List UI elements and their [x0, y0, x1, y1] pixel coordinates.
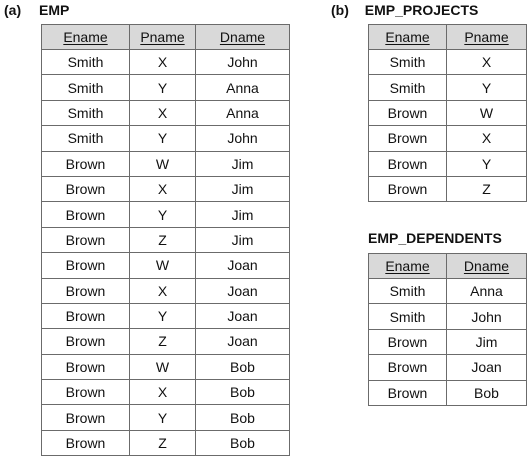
emp-dependents-cell-dname: John [447, 304, 527, 329]
emp-cell-pname: Y [130, 405, 196, 430]
emp-cell-pname: Y [130, 303, 196, 328]
emp-cell-pname: X [130, 50, 196, 75]
emp-dependents-cell-dname: Jim [447, 329, 527, 354]
emp-dependents-cell-ename: Smith [369, 279, 447, 304]
emp-cell-pname: X [130, 100, 196, 125]
table-row [42, 380, 290, 405]
emp-cell-pname: Y [130, 75, 196, 100]
emp-projects-caption [331, 2, 478, 18]
emp-cell-dname: Anna [196, 75, 290, 100]
emp-cell-pname: Z [130, 329, 196, 354]
emp-projects-cell-pname: Y [447, 75, 527, 100]
table-row [42, 202, 290, 227]
emp-cell-pname: Z [130, 430, 196, 455]
table-row [42, 227, 290, 252]
table-row [42, 176, 290, 201]
table-row [42, 430, 290, 455]
emp-dependents-column-header-dname: Dname [447, 254, 527, 279]
emp-cell-ename: Brown [42, 405, 130, 430]
emp-projects-header-row [369, 25, 527, 50]
emp-cell-dname: Bob [196, 380, 290, 405]
emp-cell-pname: Y [130, 202, 196, 227]
emp-cell-ename: Smith [42, 50, 130, 75]
table-row [369, 50, 527, 75]
emp-cell-pname: Y [130, 126, 196, 151]
emp-title: EMP [39, 2, 70, 18]
table-row [369, 304, 527, 329]
emp-cell-pname: Z [130, 227, 196, 252]
table-row [369, 380, 527, 405]
emp-projects-cell-ename: Smith [369, 50, 447, 75]
emp-header-row [42, 25, 290, 50]
emp-cell-pname: X [130, 278, 196, 303]
emp-projects-table [368, 24, 527, 202]
emp-dependents-cell-dname: Bob [447, 380, 527, 405]
emp-cell-dname: Bob [196, 354, 290, 379]
emp-cell-dname: Joan [196, 303, 290, 328]
emp-dependents-title: EMP_DEPENDENTS [368, 230, 502, 246]
emp-cell-ename: Brown [42, 329, 130, 354]
emp-projects-part-label: (b) [331, 2, 349, 18]
emp-dependents-cell-dname: Joan [447, 355, 527, 380]
emp-cell-dname: Jim [196, 176, 290, 201]
emp-cell-pname: X [130, 176, 196, 201]
emp-cell-pname: W [130, 354, 196, 379]
emp-table [41, 24, 290, 456]
emp-projects-cell-ename: Brown [369, 151, 447, 176]
table-row [42, 278, 290, 303]
emp-cell-ename: Brown [42, 303, 130, 328]
table-row [369, 176, 527, 201]
table-row [369, 279, 527, 304]
emp-dependents-caption [368, 230, 502, 246]
emp-cell-ename: Brown [42, 151, 130, 176]
emp-cell-dname: Bob [196, 430, 290, 455]
emp-part-label: (a) [4, 2, 22, 18]
emp-cell-ename: Brown [42, 278, 130, 303]
emp-dependents-cell-ename: Brown [369, 355, 447, 380]
emp-column-header-pname: Pname [130, 25, 196, 50]
emp-dependents-table [368, 253, 527, 406]
table-row [369, 100, 527, 125]
table-row [42, 100, 290, 125]
emp-projects-cell-pname: Z [447, 176, 527, 201]
table-row [42, 253, 290, 278]
emp-dependents-cell-dname: Anna [447, 279, 527, 304]
emp-cell-ename: Smith [42, 75, 130, 100]
emp-cell-ename: Brown [42, 227, 130, 252]
emp-cell-dname: Joan [196, 329, 290, 354]
emp-cell-pname: X [130, 380, 196, 405]
emp-projects-cell-ename: Smith [369, 75, 447, 100]
emp-projects-title: EMP_PROJECTS [364, 2, 479, 18]
emp-cell-dname: Anna [196, 100, 290, 125]
emp-cell-ename: Brown [42, 176, 130, 201]
emp-cell-ename: Smith [42, 126, 130, 151]
emp-projects-column-header-ename: Ename [369, 25, 447, 50]
emp-cell-ename: Brown [42, 202, 130, 227]
emp-projects-cell-pname: W [447, 100, 527, 125]
table-row [369, 126, 527, 151]
table-row [42, 75, 290, 100]
emp-caption [4, 2, 69, 18]
table-row [42, 126, 290, 151]
emp-dependents-cell-ename: Brown [369, 329, 447, 354]
table-row [369, 355, 527, 380]
emp-cell-ename: Brown [42, 354, 130, 379]
emp-cell-dname: Bob [196, 405, 290, 430]
emp-cell-ename: Smith [42, 100, 130, 125]
emp-cell-ename: Brown [42, 380, 130, 405]
emp-cell-dname: Jim [196, 227, 290, 252]
emp-column-header-ename: Ename [42, 25, 130, 50]
table-row [42, 405, 290, 430]
table-row [42, 151, 290, 176]
emp-projects-cell-ename: Brown [369, 100, 447, 125]
emp-cell-dname: Joan [196, 253, 290, 278]
emp-projects-cell-ename: Brown [369, 126, 447, 151]
emp-projects-cell-pname: X [447, 126, 527, 151]
emp-cell-pname: W [130, 253, 196, 278]
emp-column-header-dname: Dname [196, 25, 290, 50]
emp-projects-column-header-pname: Pname [447, 25, 527, 50]
table-row [42, 50, 290, 75]
table-row [42, 329, 290, 354]
emp-cell-dname: John [196, 126, 290, 151]
emp-projects-cell-ename: Brown [369, 176, 447, 201]
table-row [369, 151, 527, 176]
emp-dependents-header-row [369, 254, 527, 279]
table-row [369, 329, 527, 354]
emp-cell-dname: Jim [196, 151, 290, 176]
table-row [42, 354, 290, 379]
emp-dependents-column-header-ename: Ename [369, 254, 447, 279]
emp-cell-dname: Jim [196, 202, 290, 227]
emp-projects-cell-pname: X [447, 50, 527, 75]
table-row [369, 75, 527, 100]
emp-dependents-cell-ename: Brown [369, 380, 447, 405]
emp-projects-cell-pname: Y [447, 151, 527, 176]
table-row [42, 303, 290, 328]
emp-dependents-cell-ename: Smith [369, 304, 447, 329]
emp-cell-ename: Brown [42, 430, 130, 455]
emp-cell-pname: W [130, 151, 196, 176]
emp-cell-dname: Joan [196, 278, 290, 303]
emp-cell-ename: Brown [42, 253, 130, 278]
emp-cell-dname: John [196, 50, 290, 75]
